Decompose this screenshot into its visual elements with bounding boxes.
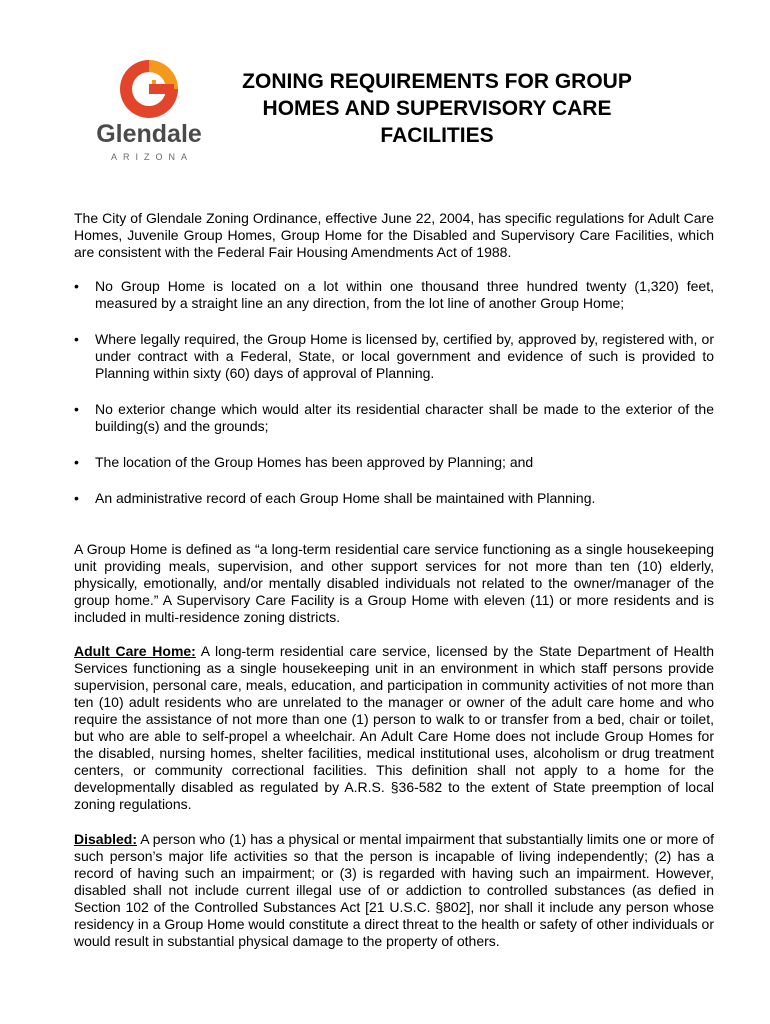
logo-state: ARIZONA (110, 152, 193, 162)
adult-care-home-text: A long-term residential care service, licensed by the State Department of Health Services functioning as a single housekeeping unit in an environment in which staff persons provide supervision, personal care, meals, education, and participation in community activities of not more than ten (10) adult residents who are unrelated to the manager or owner of the adult care home and who require the assistance of not more than one (1) person to walk to or transfer from a bed, chair or toilet, but who are able to self-propel a wheelchair. An Adult Care Home does not include Group Homes for the disabled, nursing homes, shelter facilities, medical institutional uses, alcoholism or drug treatment centers, or community correctional facilities. This definition shall not apply to a home for the developmentally disabled as regulated by A.R.S. §36-582 to the extent of State preemption of local zoning regulations. (74, 643, 715, 812)
intro-paragraph: The City of Glendale Zoning Ordinance, effective June 22, 2004, has specific regulations for Adult Care Homes, Juvenile Group Homes, Group Home for the Disabled and Supervisory Care Facilities, which are consistent with the Federal Fair Housing Amendments Act of 1988. (74, 210, 714, 260)
glendale-logo (84, 56, 214, 166)
list-item (74, 331, 714, 382)
list-item-text: An administrative record of each Group Home shall be maintained with Planning. (95, 490, 596, 506)
title-line-3: FACILITIES (380, 124, 494, 147)
title-line-2: HOMES AND SUPERVISORY CARE (262, 97, 612, 120)
list-item-text: No exterior change which would alter its residential character shall be made to the exterior of the building(s) and the grounds; (95, 401, 714, 434)
list-item (74, 401, 714, 435)
disabled-paragraph (74, 831, 714, 950)
disabled-term: Disabled: (74, 831, 138, 847)
list-item (74, 454, 714, 471)
adult-care-home-term: Adult Care Home: (74, 643, 196, 659)
requirements-list (74, 278, 714, 507)
logo-name: Glendale (96, 120, 202, 148)
title-line-1: ZONING REQUIREMENTS FOR GROUP (242, 70, 632, 93)
disabled-text: A person who (1) has a physical or mental impairment that substantially limits one or more of such person’s major life activities so that the person is incapable of living independently; (2) has a record of having such an impairment; or (3) is regarded with having such an impairment. However, disabled shall not include current illegal use of or addiction to controlled substances (as defied in Section 102 of the Controlled Substances Act [21 U.S.C. §802], nor shall it include any person whose residency in a Group Home would constitute a direct threat to the health or safety of other individuals or would result in substantial physical damage to the property of others. (74, 831, 714, 949)
adult-care-home-paragraph (74, 643, 714, 813)
bullet-icon: • (74, 454, 79, 470)
list-item-text: Where legally required, the Group Home is licensed by, certified by, approved by, registered with, or under contract with a Federal, State, or local government and evidence of such is provided to Planning within sixty (60) days of approval of Planning. (95, 331, 714, 381)
bullet-icon: • (74, 490, 79, 506)
group-home-definition: A Group Home is defined as “a long-term residential care service functioning as a single housekeeping unit providing meals, supervision, and other support services for not more than ten (10) elderly, physically, emotionally, and/or mentally disabled individuals not related to the owner/manager of the group home.” A Supervisory Care Facility is a Group Home with eleven (11) or more residents and is included in multi-residence zoning districts. (74, 541, 714, 625)
list-item-text: The location of the Group Homes has been approved by Planning; and (95, 454, 534, 470)
list-item (74, 490, 714, 507)
page-title (222, 68, 652, 149)
list-item-text: No Group Home is located on a lot within one thousand three hundred twenty (1,320) feet, measured by a straight line an any direction, from the lot line of another Group Home; (95, 278, 714, 311)
list-item (74, 278, 714, 312)
bullet-icon: • (74, 401, 79, 417)
bullet-icon: • (74, 278, 79, 294)
glendale-g-mark-icon (112, 56, 186, 122)
bullet-icon: • (74, 331, 79, 347)
